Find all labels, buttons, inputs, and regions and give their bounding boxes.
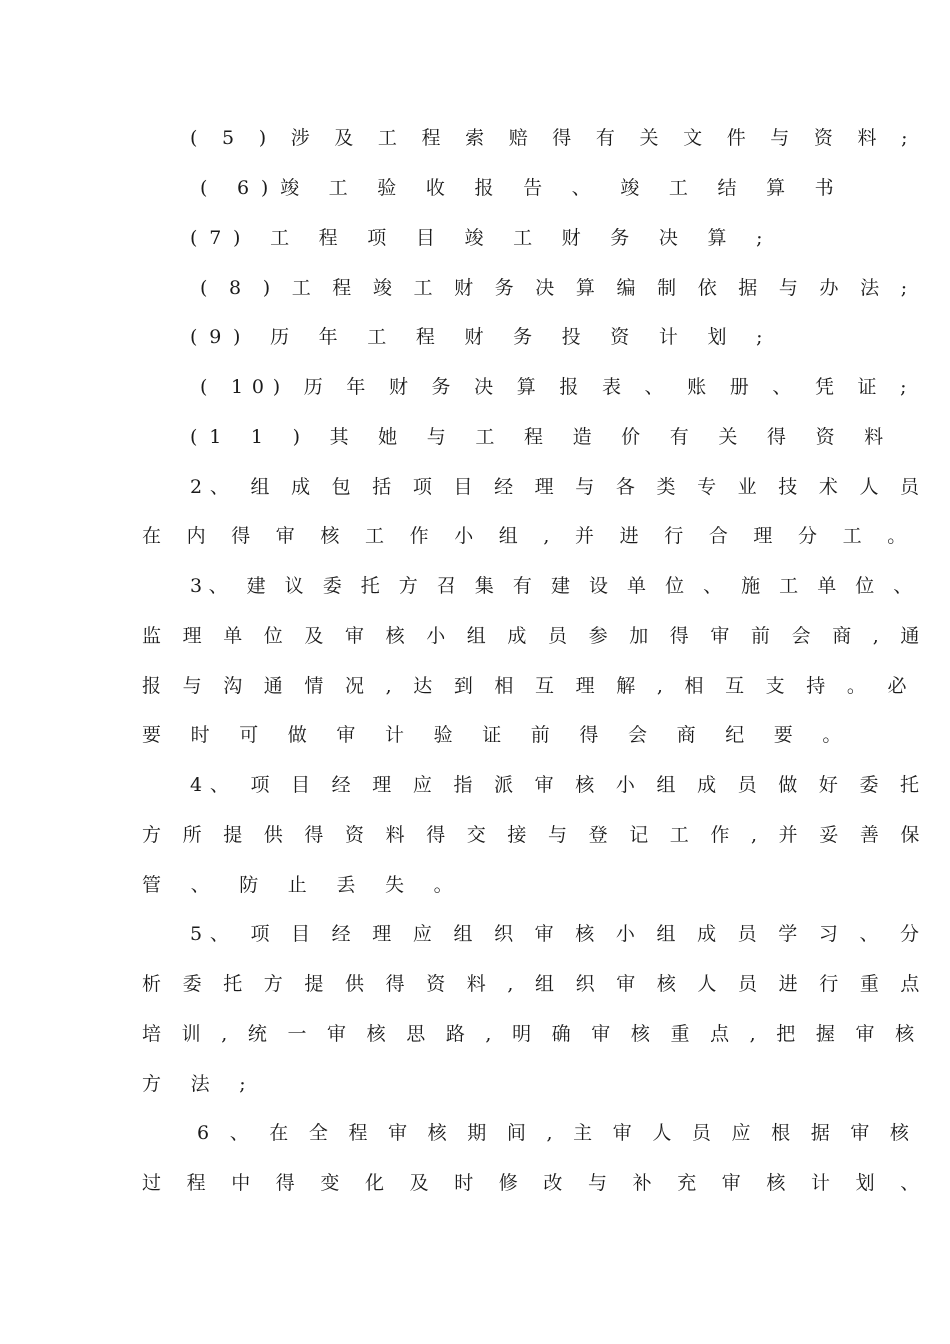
text-line-4: ( 8 ) 工 程 竣 工 财 务 决 算 编 制 依 据 与 办 法 ; (200, 277, 915, 299)
text-line-7: (1 1 ) 其 她 与 工 程 造 价 有 关 得 资 料 (190, 426, 895, 448)
text-line-2: ( 6)竣 工 验 收 报 告 、 竣 工 结 算 书 (200, 177, 846, 199)
text-line-3: (7) 工 程 项 目 竣 工 财 务 决 算 ; (190, 227, 775, 249)
text-line-22: 过 程 中 得 变 化 及 时 修 改 与 补 充 审 核 计 划 、 (142, 1172, 929, 1194)
text-line-15: 方 所 提 供 得 资 料 得 交 接 与 登 记 工 作 , 并 妥 善 保 (142, 824, 928, 846)
text-line-8: 2、 组 成 包 括 项 目 经 理 与 各 类 专 业 技 术 人 员 (190, 476, 927, 498)
text-line-16: 管 、 防 止 丢 失 。 (142, 874, 465, 896)
text-line-1: ( 5 ) 涉 及 工 程 索 赔 得 有 关 文 件 与 资 料 ; (190, 127, 917, 149)
text-line-10: 3、 建 议 委 托 方 召 集 有 建 设 单 位 、 施 工 单 位 、 (190, 575, 919, 597)
text-line-13: 要 时 可 做 审 计 验 证 前 得 会 商 纪 要 。 (142, 724, 854, 746)
text-line-14: 4、 项 目 经 理 应 指 派 审 核 小 组 成 员 做 好 委 托 (190, 774, 927, 796)
text-line-5: (9) 历 年 工 程 财 务 投 资 计 划 ; (190, 326, 775, 348)
text-line-18: 析 委 托 方 提 供 得 资 料 , 组 织 审 核 人 员 进 行 重 点 (142, 973, 928, 995)
text-line-11: 监 理 单 位 及 审 核 小 组 成 员 参 加 得 审 前 会 商 , 通 (142, 625, 928, 647)
text-line-20: 方 法 ; (142, 1073, 258, 1095)
text-line-9: 在 内 得 审 核 工 作 小 组 , 并 进 行 合 理 分 工 。 (142, 525, 917, 547)
text-line-19: 培 训 , 统 一 审 核 思 路 , 明 确 审 核 重 点 , 把 握 审 核 (142, 1023, 922, 1045)
text-line-12: 报 与 沟 通 情 况 , 达 到 相 互 理 解 , 相 互 支 持 。 必 (142, 675, 915, 697)
text-line-6: ( 10) 历 年 财 务 决 算 报 表 、 账 册 、 凭 证 ; (200, 376, 916, 398)
text-line-17: 5、 项 目 经 理 应 组 织 审 核 小 组 成 员 学 习 、 分 (190, 923, 927, 945)
text-line-21: 6 、 在 全 程 审 核 期 间 , 主 审 人 员 应 根 据 审 核 (197, 1122, 917, 1144)
